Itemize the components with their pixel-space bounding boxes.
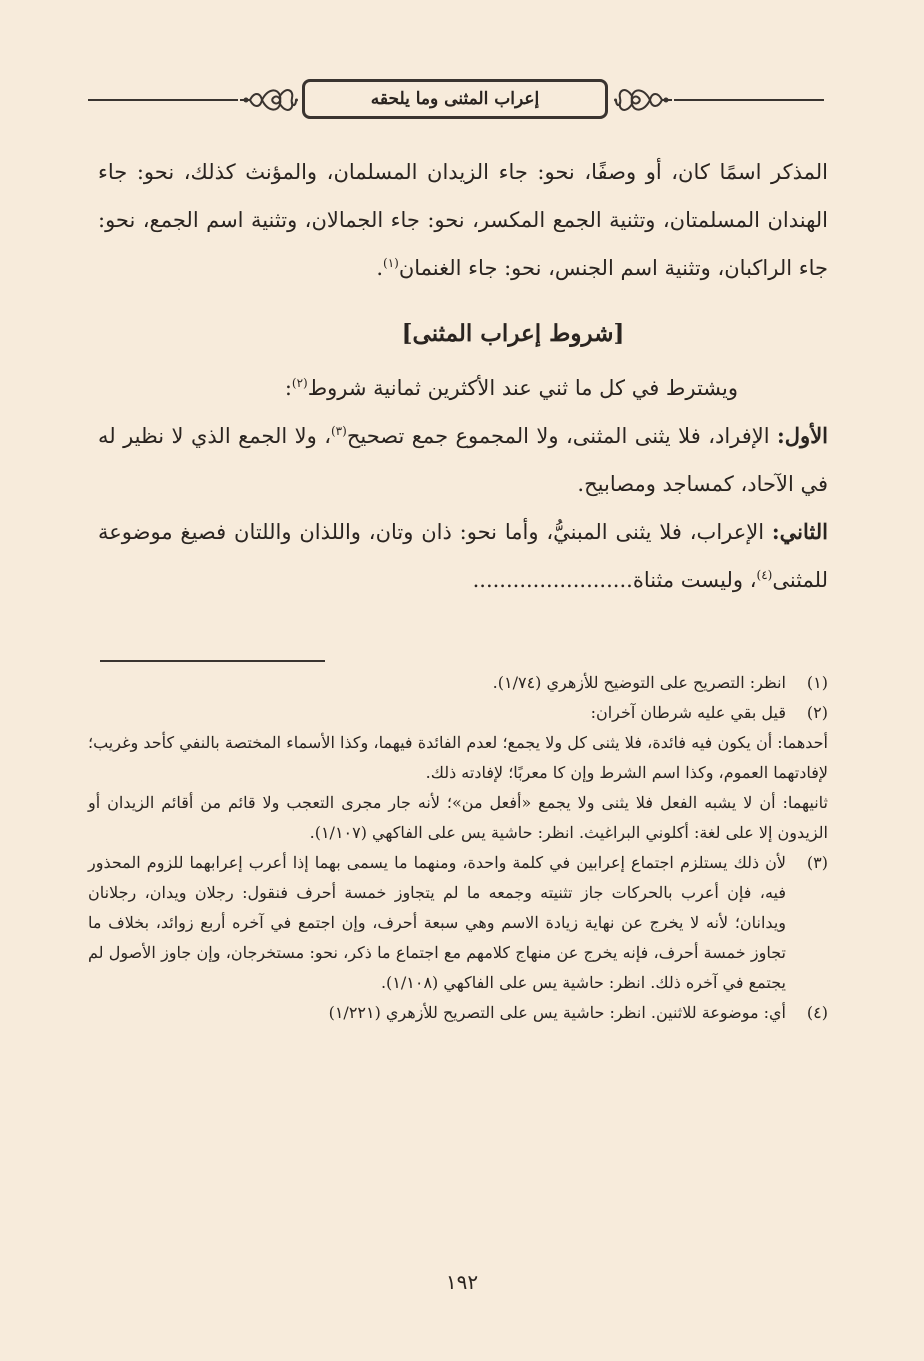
footnotes bbox=[88, 668, 828, 1028]
condition-first-text: الإفراد، فلا يثنى المثنى، ولا المجموع جمع تصحيح bbox=[346, 424, 778, 448]
footnote-2 bbox=[88, 698, 828, 728]
main-text bbox=[98, 148, 828, 604]
intro-text: المذكر اسمًا كان، أو وصفًا، نحو: جاء الزيدان المسلمان، والمؤنث كذلك، نحو: جاء الهندان المسلمتان، وتثنية الجمع المكسر، نحو: جاء الجمالان، وتثنية اسم الجمع، نحو: جاء الراكبان، وتثنية اسم الجنس، نحو: جاء الغنمان bbox=[98, 160, 828, 280]
condition-second bbox=[98, 508, 828, 604]
conditions-intro-end: : bbox=[284, 376, 292, 400]
footnote-text: لأن ذلك يستلزم اجتماع إعرابين في كلمة واحدة، ومنهما ما يسمى بهما إذا أعرب إعرابهما للزوم المحذور فيه، فإن أعرب بالحركات جاز تثنيته وجمعه ما لم يتجاوز خمسة أحرف فنقول: رجلان ويدان، رجلانان ويدانان؛ لأنه لا يخرج عن نهاية زيادة الاسم وهي سبعة أحرف، وإن اجتمع في آخره أربع زوائد، بخلاف ما تجاوز خمسة أحرف، فإنه يخرج عن منهاج كلامهم مع اجتماع ما ذكر، نحو: مستخرجان، وإن جاوز الأصول لم يجتمع في آخره ذلك. انظر: حاشية يس على الفاكهي (١/١٠٨). bbox=[88, 853, 787, 992]
footnote-ref-1[interactable]: (١) bbox=[383, 256, 399, 270]
condition-second-lead: الثاني: bbox=[771, 519, 828, 544]
condition-second-text-end: ، وليست مثناة bbox=[632, 568, 757, 592]
condition-second-text: الإعراب، فلا يثنى المبنيُّ، وأما نحو: ذان وتان، واللذان واللتان فصيغ موضوعة للمثنى bbox=[98, 520, 828, 592]
continuation-dots: ........................ bbox=[472, 568, 633, 592]
footnote-text: أي: موضوعة للاثنين. انظر: حاشية يس على التصريح للأزهري (١/٢٢١) bbox=[328, 1003, 786, 1022]
footnote-number: (٤) bbox=[806, 1003, 828, 1022]
ornament-right-icon bbox=[614, 82, 674, 118]
footnote-separator bbox=[100, 660, 325, 662]
conditions-intro-text: ويشترط في كل ما ثني عند الأكثرين ثمانية شروط bbox=[307, 376, 738, 400]
condition-first-lead: الأول: bbox=[777, 423, 829, 448]
footnote-text: انظر: التصريح على التوضيح للأزهري (١/٧٤). bbox=[492, 673, 786, 692]
conditions-intro bbox=[98, 364, 828, 412]
footnote-number: (٢) bbox=[806, 703, 828, 722]
section-heading: [شروط إعراب المثنى] bbox=[401, 320, 625, 347]
intro-paragraph bbox=[98, 148, 828, 292]
header-rule-left bbox=[88, 99, 238, 101]
condition-first bbox=[98, 412, 828, 508]
footnote-4 bbox=[88, 998, 828, 1028]
footnote-1 bbox=[88, 668, 828, 698]
intro-end: . bbox=[376, 256, 384, 280]
footnote-3 bbox=[88, 848, 828, 998]
footnote-number: (٣) bbox=[806, 853, 828, 872]
footnote-text: قيل بقي عليه شرطان آخران: bbox=[590, 703, 786, 722]
footnote-2-sub-1: أحدهما: أن يكون فيه فائدة، فلا يثنى كل ولا يجمع؛ لعدم الفائدة فيهما، وكذا الأسماء المختصة بالنفي كأحد وغريب؛ لإفادتهما العموم، وكذا اسم الشرط وإن كا معربًا؛ لإفادته ذلك. bbox=[88, 733, 828, 782]
condition-first-text-end: ، ولا الجمع الذي لا نظير له في الآحاد، كمساجد ومصابيح. bbox=[98, 424, 828, 496]
page-number: ١٩٢ bbox=[445, 1270, 479, 1294]
footnote-ref-4[interactable]: (٤) bbox=[756, 568, 773, 582]
header-rule-right bbox=[674, 99, 824, 101]
footnote-ref-3[interactable]: (٣) bbox=[330, 424, 347, 438]
footnote-ref-2[interactable]: (٢) bbox=[291, 376, 308, 390]
footnote-2-sub-2: ثانيهما: أن لا يشبه الفعل فلا يثنى ولا يجمع «أفعل من»؛ لأنه جار مجرى التعجب ولا قائم من أقائم الزيدان أو الزيدون إلا على لغة: أكلوني البراغيث. انظر: حاشية يس على الفاكهي (١/١٠٧). bbox=[88, 793, 828, 842]
running-header bbox=[88, 74, 824, 124]
ornament-left-icon bbox=[238, 82, 298, 118]
footnote-number: (١) bbox=[806, 673, 828, 692]
page-title: إعراب المثنى وما يلحقه bbox=[302, 79, 608, 119]
